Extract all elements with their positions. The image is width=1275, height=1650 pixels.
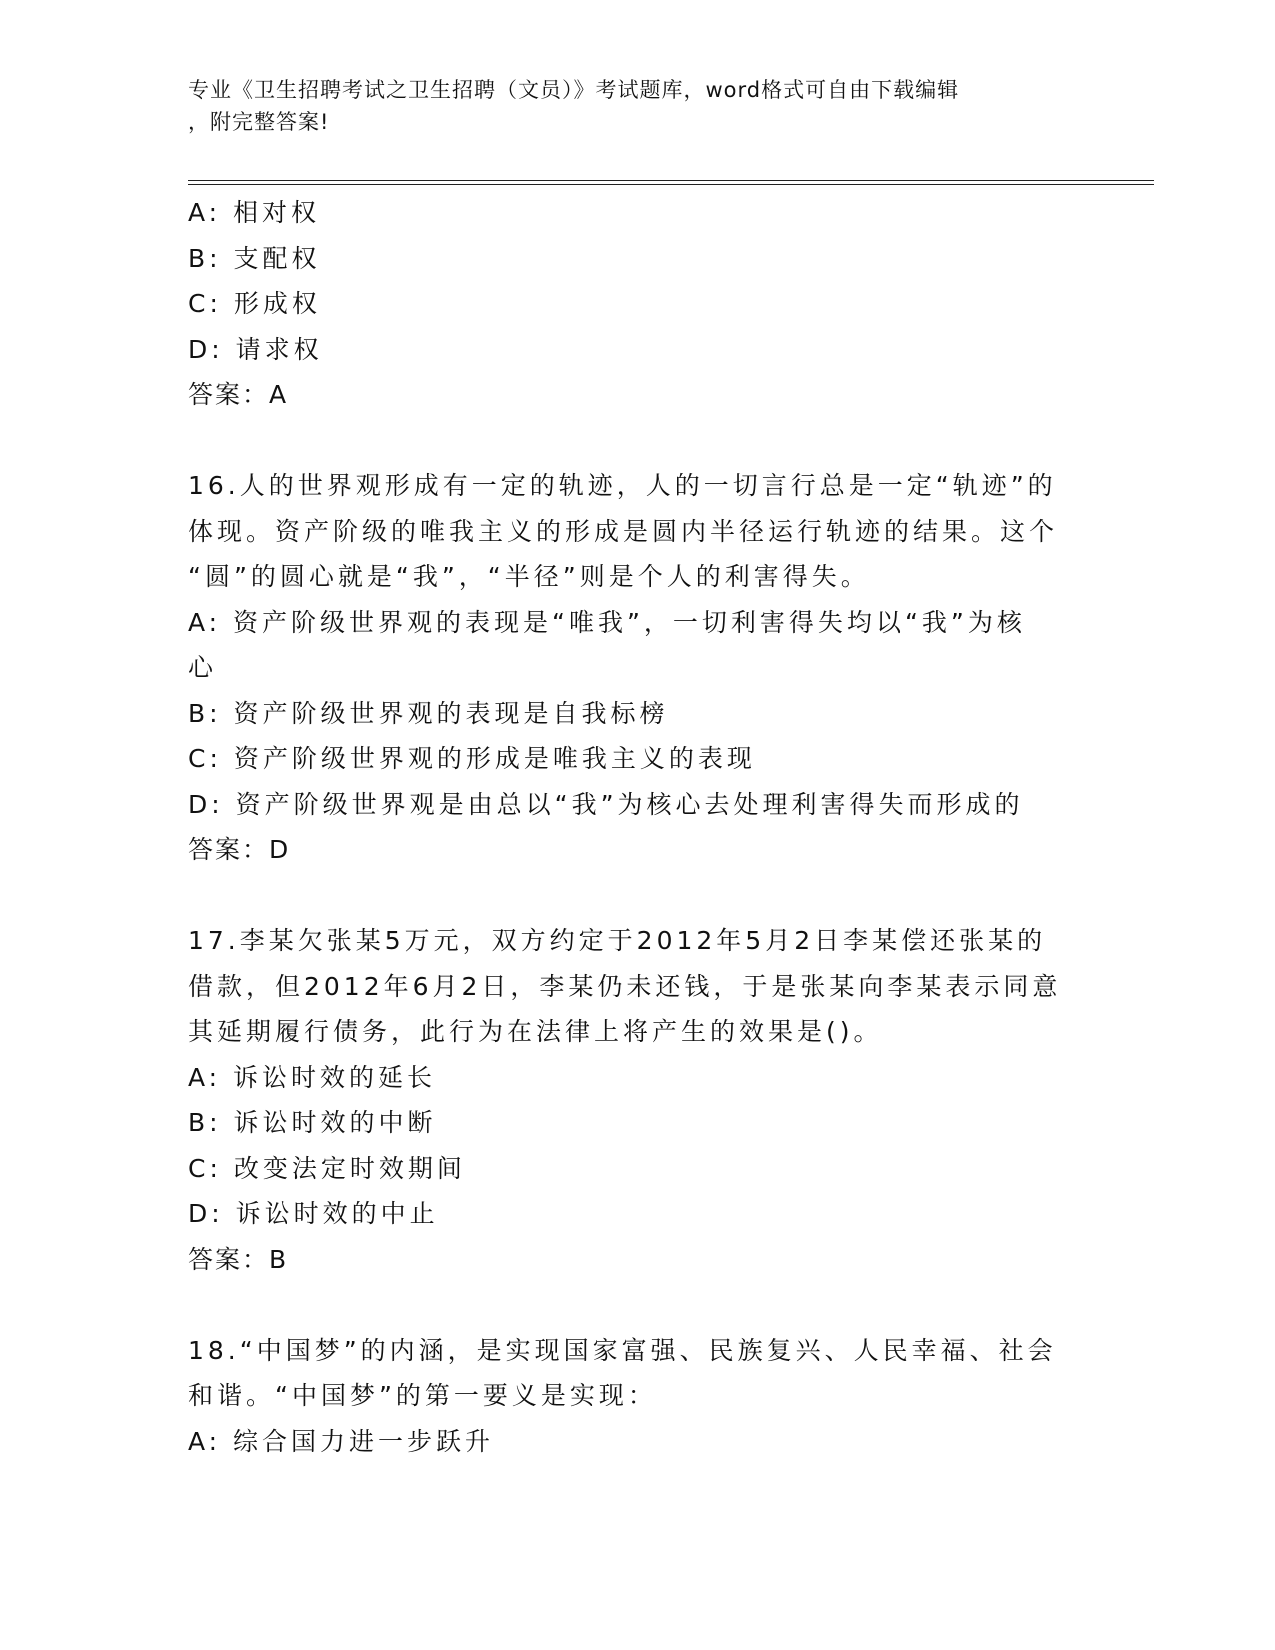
header-divider-bottom	[188, 184, 1154, 185]
option-c: C: 形成权	[188, 289, 321, 318]
question-16	[188, 463, 1088, 873]
question-stem: 和谐。“中国梦”的第一要义是实现：	[188, 1381, 657, 1410]
option-b: B: 诉讼时效的中断	[188, 1108, 437, 1137]
question-15	[188, 190, 1088, 418]
header-divider-top	[188, 180, 1154, 181]
option-d: D: 诉讼时效的中止	[188, 1199, 439, 1228]
header-line-2: ，附完整答案!	[188, 110, 330, 134]
option-a: A: 综合国力进一步跃升	[188, 1426, 495, 1456]
option-d: D: 请求权	[188, 334, 323, 364]
spacer	[188, 873, 1088, 919]
spacer	[188, 1282, 1088, 1328]
question-list	[188, 190, 1088, 1464]
question-stem: “圆”的圆心就是“我”，“半径”则是个人的利害得失。	[188, 562, 870, 591]
option-c: C: 资产阶级世界观的形成是唯我主义的表现	[188, 744, 756, 773]
question-18	[188, 1328, 1088, 1465]
question-stem: 18.“中国梦”的内涵，是实现国家富强、民族复兴、人民幸福、社会	[188, 1335, 1057, 1365]
option-a-continued: 心	[188, 653, 218, 682]
spacer	[188, 418, 1088, 464]
document-header	[188, 74, 1068, 138]
question-17	[188, 918, 1088, 1282]
question-stem: 借款，但2012年6月2日，李某仍未还钱，于是张某向李某表示同意	[188, 971, 1062, 1001]
option-b: B: 支配权	[188, 243, 321, 273]
answer: 答案：B	[188, 1244, 289, 1274]
answer: 答案：D	[188, 835, 291, 864]
question-stem: 17.李某欠张某5万元，双方约定于2012年5月2日李某偿还张某的	[188, 926, 1047, 955]
answer: 答案：A	[188, 380, 289, 409]
option-a: A: 相对权	[188, 198, 321, 227]
header-line-1: 专业《卫生招聘考试之卫生招聘（文员）》考试题库，word格式可自由下载编辑	[188, 78, 960, 102]
option-a: A: 诉讼时效的延长	[188, 1062, 437, 1092]
option-a: A: 资产阶级世界观的表现是“唯我”，一切利害得失均以“我”为核	[188, 607, 1026, 637]
option-d: D: 资产阶级世界观是由总以“我”为核心去处理利害得失而形成的	[188, 789, 1024, 819]
question-stem: 其延期履行债务，此行为在法律上将产生的效果是()。	[188, 1017, 883, 1046]
option-b: B: 资产阶级世界观的表现是自我标榜	[188, 698, 669, 728]
option-c: C: 改变法定时效期间	[188, 1153, 466, 1183]
question-stem: 16.人的世界观形成有一定的轨迹，人的一切言行总是一定“轨迹”的	[188, 471, 1057, 500]
question-stem: 体现。资产阶级的唯我主义的形成是圆内半径运行轨迹的结果。这个	[188, 516, 1059, 546]
